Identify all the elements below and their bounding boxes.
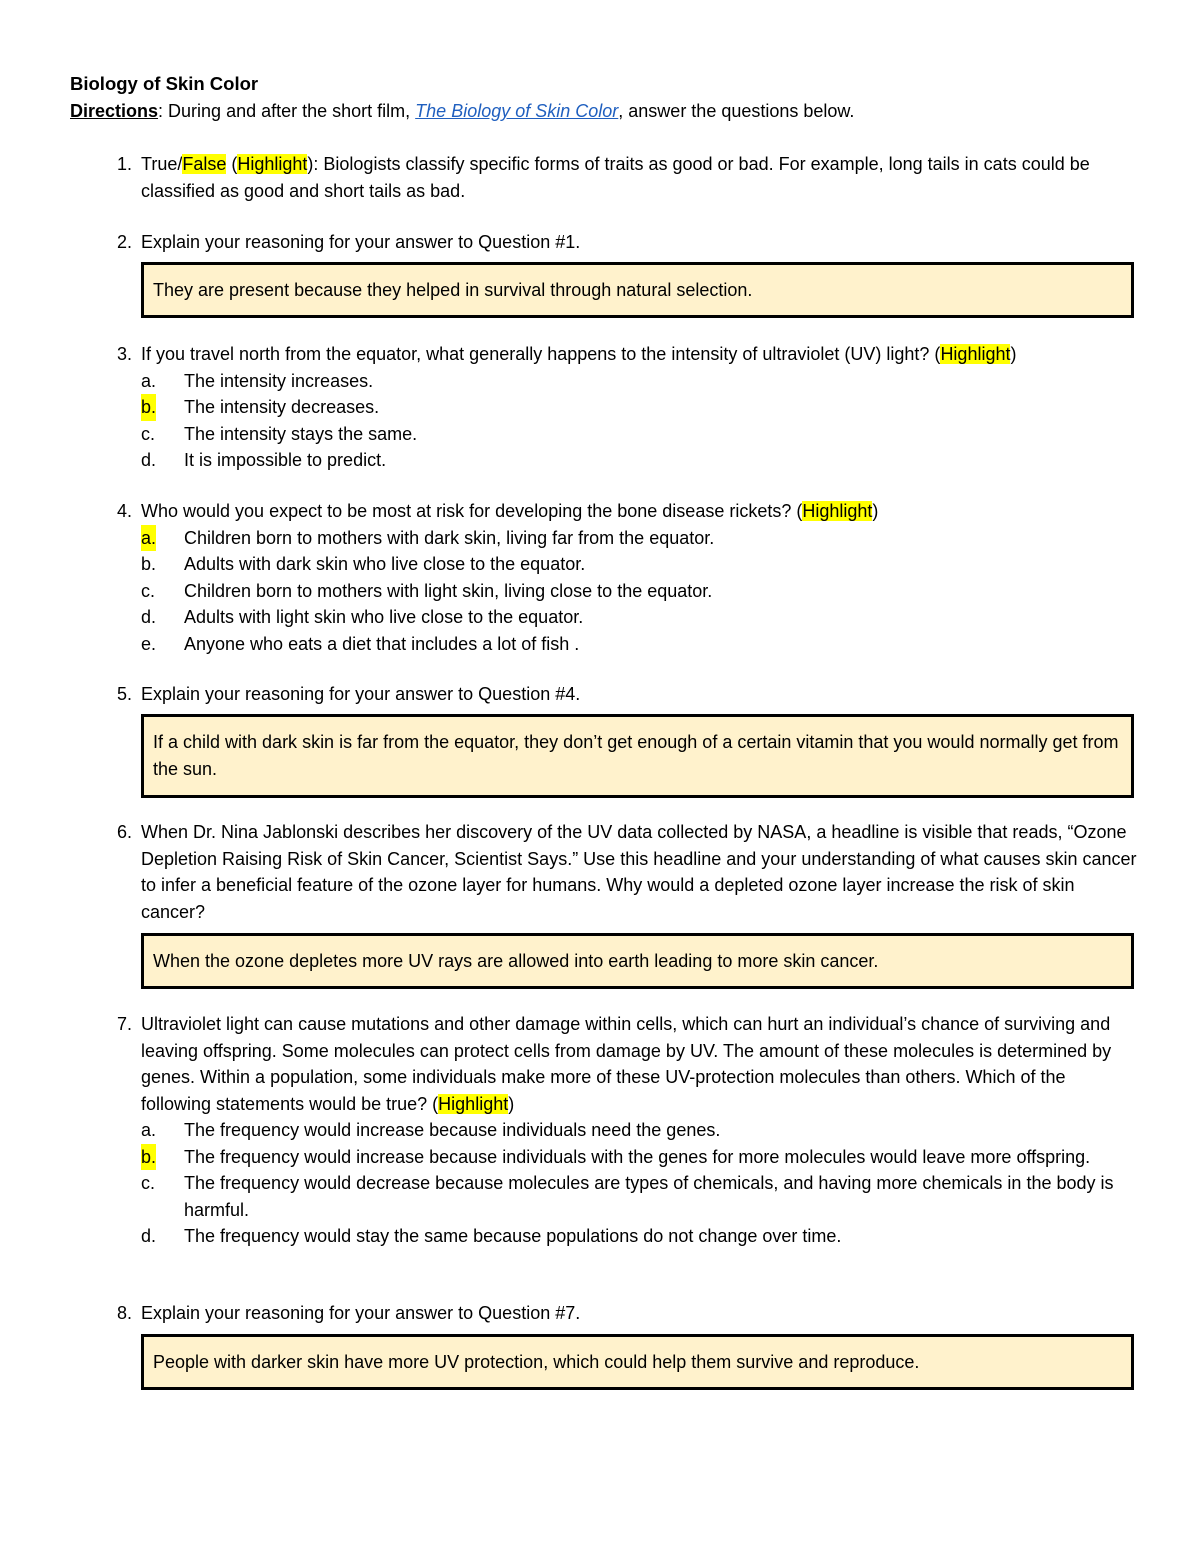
- option-b[interactable]: [141, 551, 1140, 578]
- q3-highlight-word: Highlight: [940, 344, 1011, 364]
- options-list: [141, 1117, 1140, 1250]
- option-letter: c.: [141, 423, 156, 444]
- option-letter: b.: [141, 554, 157, 574]
- option-letter-selected: b.: [141, 1144, 156, 1171]
- question-6: [70, 819, 1140, 925]
- option-d[interactable]: [141, 1223, 1140, 1250]
- option-letter: d.: [141, 607, 157, 627]
- option-c[interactable]: [141, 578, 1140, 605]
- q1-highlight-word: Highlight: [237, 154, 308, 174]
- option-letter: c.: [141, 580, 156, 601]
- question-number: 5.: [116, 684, 132, 704]
- option-text: The intensity stays the same.: [184, 423, 418, 444]
- question-5: [70, 681, 1140, 708]
- page-title: Biology of Skin Color: [70, 73, 259, 94]
- option-text: The intensity increases.: [184, 370, 374, 391]
- option-text: It is impossible to predict.: [184, 450, 387, 470]
- question-text: [141, 498, 1140, 525]
- directions-pre: During and after the short film,: [163, 101, 416, 121]
- option-text: The intensity decreases.: [184, 397, 380, 417]
- option-letter: d.: [141, 1226, 157, 1246]
- question-number: 3.: [116, 344, 132, 364]
- option-text: Adults with dark skin who live close to the equator.: [184, 554, 586, 574]
- question-number: 6.: [116, 822, 132, 842]
- option-d[interactable]: [141, 604, 1140, 631]
- option-letter: d.: [141, 450, 157, 470]
- option-c[interactable]: [141, 1170, 1140, 1223]
- option-text: The frequency would stay the same because populations do not change over time.: [184, 1226, 842, 1246]
- option-a[interactable]: [141, 1117, 1140, 1144]
- option-letter: c.: [141, 1173, 156, 1193]
- option-b[interactable]: [141, 394, 1140, 421]
- option-letter: a.: [141, 370, 157, 391]
- options-list: [141, 368, 1140, 474]
- answer-box-5[interactable]: If a child with dark skin is far from the equator, they don’t get enough of a certain vitamin that you would normally get from the sun.: [141, 714, 1134, 798]
- directions: [70, 98, 854, 125]
- question-number: 1.: [116, 154, 132, 174]
- answer-box-8[interactable]: People with darker skin have more UV protection, which could help them survive and reproduce.: [141, 1334, 1134, 1390]
- question-text: [141, 341, 1140, 368]
- option-text: The frequency would increase because individuals with the genes for more molecules would leave more offspring.: [184, 1146, 1091, 1167]
- question-text: Explain your reasoning for your answer to Question #4.: [141, 684, 581, 704]
- question-text: [141, 151, 1140, 204]
- question-text: Explain your reasoning for your answer to Question #1.: [141, 232, 581, 252]
- film-link[interactable]: The Biology of Skin Color: [415, 101, 619, 121]
- directions-post: , answer the questions below.: [618, 101, 855, 121]
- question-number: 7.: [116, 1014, 132, 1034]
- answer-box-2[interactable]: They are present because they helped in survival through natural selection.: [141, 262, 1134, 318]
- question-text: When Dr. Nina Jablonski describes her discovery of the UV data collected by NASA, a headline is visible that reads, “Ozone Depletion Raising Risk of Skin Cancer, Scientist Says.” Use this headline and your understanding of what causes skin cancer to infer a beneficial feature of the ozone layer for humans. Why would a depleted ozone layer increase the risk of skin cancer?: [141, 822, 1137, 922]
- q3-text: If you travel north from the equator, what generally happens to the intensity of ultraviolet (UV) light? (: [141, 344, 941, 364]
- option-a[interactable]: [141, 368, 1140, 395]
- option-text: Children born to mothers with light skin, living close to the equator.: [184, 580, 713, 601]
- q1-rest: ): Biologists classify specific forms of traits as good or bad. For example, long tails in cats could be classified as good and short tails as bad.: [141, 154, 1090, 201]
- options-list: [141, 525, 1140, 658]
- option-text: The frequency would increase because individuals need the genes.: [184, 1120, 721, 1140]
- question-text: Explain your reasoning for your answer to Question #7.: [141, 1303, 581, 1323]
- option-text: The frequency would decrease because molecules are types of chemicals, and having more chemicals in the body is harmful.: [184, 1173, 1114, 1220]
- question-1: [70, 151, 1140, 204]
- option-letter: e.: [141, 633, 157, 654]
- option-letter-selected: a.: [141, 525, 156, 552]
- question-4: [70, 498, 1140, 657]
- q1-paren: (: [226, 154, 238, 174]
- option-e[interactable]: [141, 631, 1140, 658]
- directions-label: Directions: [70, 101, 159, 121]
- option-c[interactable]: [141, 421, 1140, 448]
- question-number: 2.: [116, 232, 132, 252]
- option-letter: a.: [141, 1120, 157, 1140]
- directions-colon: :: [158, 101, 164, 121]
- option-text: Adults with light skin who live close to the equator.: [184, 607, 584, 627]
- question-7: [70, 1011, 1140, 1250]
- q3-close: ): [1010, 344, 1017, 364]
- q7-close: ): [508, 1093, 515, 1114]
- question-number: 4.: [116, 501, 132, 521]
- q7-highlight-word: Highlight: [438, 1093, 509, 1114]
- q7-text: Ultraviolet light can cause mutations and other damage within cells, which can hurt an individual’s chance of surviving and leaving offspring. Some molecules can protect cells from damage by UV. The amount of these molecules is determined by genes. Within a population, some individuals make more of these UV-protection molecules than others. Which of the following statements would be true? (: [141, 1014, 1112, 1114]
- option-text: Anyone who eats a diet that includes a lot of fish .: [184, 633, 580, 654]
- question-text: [141, 1011, 1140, 1117]
- q4-highlight-word: Highlight: [802, 501, 873, 521]
- option-d[interactable]: [141, 447, 1140, 474]
- q4-close: ): [872, 501, 879, 521]
- question-8: [70, 1300, 1140, 1327]
- question-3: [70, 341, 1140, 474]
- option-letter-selected: b.: [141, 394, 156, 421]
- option-text: Children born to mothers with dark skin, living far from the equator.: [184, 527, 715, 548]
- question-2: [70, 229, 1140, 256]
- option-b[interactable]: [141, 1144, 1140, 1171]
- answer-box-6[interactable]: When the ozone depletes more UV rays are allowed into earth leading to more skin cancer.: [141, 933, 1134, 989]
- option-a[interactable]: [141, 525, 1140, 552]
- q1-true-text: True/: [141, 154, 183, 174]
- q4-text: Who would you expect to be most at risk for developing the bone disease rickets? (: [141, 501, 803, 521]
- q1-false-highlighted: False: [182, 154, 227, 174]
- question-number: 8.: [116, 1303, 132, 1323]
